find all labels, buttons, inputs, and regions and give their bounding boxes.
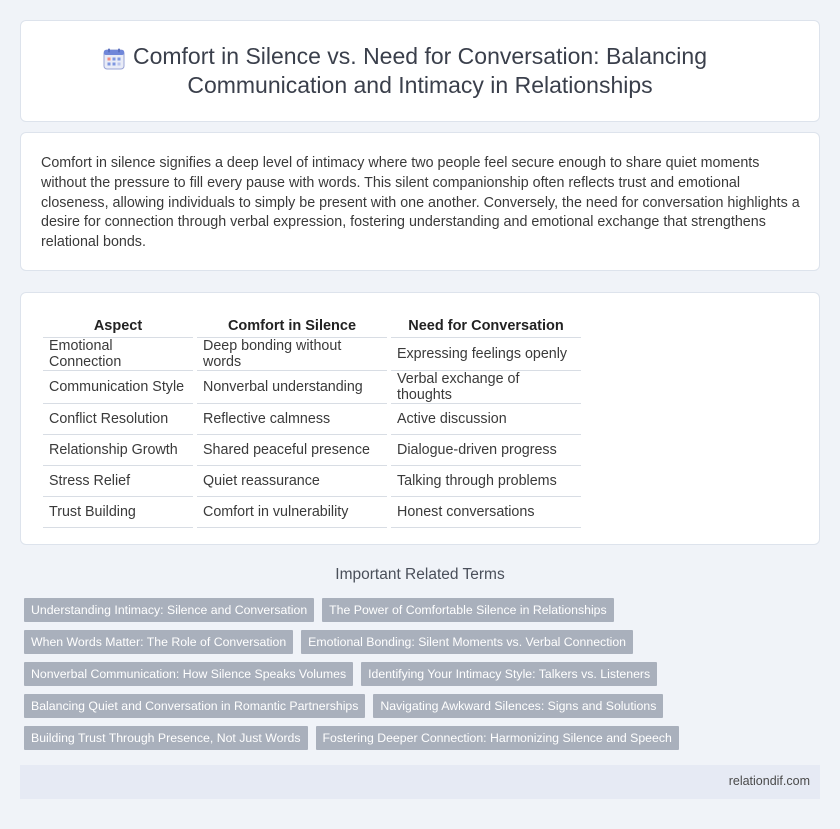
title-card	[20, 20, 820, 122]
related-terms-heading: Important Related Terms	[335, 566, 505, 583]
related-term-link[interactable]: Understanding Intimacy: Silence and Conversation	[24, 598, 314, 622]
cell-aspect: Communication Style	[43, 371, 193, 404]
calendar-icon	[103, 48, 125, 70]
header-need-for-conversation: Need for Conversation	[391, 313, 581, 338]
cell-aspect: Conflict Resolution	[43, 404, 193, 435]
table-header-row	[43, 313, 581, 338]
cell-conversation: Honest conversations	[391, 497, 581, 528]
related-term-link[interactable]: Identifying Your Intimacy Style: Talkers vs. Listeners	[361, 662, 657, 686]
title-wrap	[21, 21, 819, 121]
cell-silence: Reflective calmness	[197, 404, 387, 435]
tag-row	[24, 630, 824, 654]
intro-card	[20, 132, 820, 271]
tag-row	[24, 598, 824, 622]
footer-site-link[interactable]: relationdif.com	[728, 774, 810, 788]
page-title: Comfort in Silence vs. Need for Conversation: Balancing Communication and Intimacy in Relationships	[132, 43, 707, 98]
cell-silence: Deep bonding without words	[197, 338, 387, 371]
related-term-link[interactable]: Nonverbal Communication: How Silence Speaks Volumes	[24, 662, 353, 686]
related-term-link[interactable]: Building Trust Through Presence, Not Just Words	[24, 726, 308, 750]
header-aspect: Aspect	[43, 313, 193, 338]
cell-aspect: Emotional Connection	[43, 338, 193, 371]
related-term-link[interactable]: Balancing Quiet and Conversation in Romantic Partnerships	[24, 694, 365, 718]
related-term-link[interactable]: Navigating Awkward Silences: Signs and Solutions	[373, 694, 663, 718]
comparison-table	[43, 313, 581, 528]
cell-silence: Comfort in vulnerability	[197, 497, 387, 528]
title-inner	[100, 42, 740, 100]
tag-row	[24, 662, 824, 686]
cell-aspect: Trust Building	[43, 497, 193, 528]
cell-silence: Shared peaceful presence	[197, 435, 387, 466]
cell-silence: Nonverbal understanding	[197, 371, 387, 404]
tag-row	[24, 694, 824, 718]
related-term-link[interactable]: Fostering Deeper Connection: Harmonizing Silence and Speech	[316, 726, 679, 750]
table-card	[20, 292, 820, 545]
table-row	[43, 404, 581, 435]
cell-aspect: Relationship Growth	[43, 435, 193, 466]
tag-row	[24, 726, 824, 750]
related-terms-list	[24, 598, 824, 758]
cell-conversation: Active discussion	[391, 404, 581, 435]
table-row	[43, 435, 581, 466]
related-term-link[interactable]: The Power of Comfortable Silence in Relationships	[322, 598, 614, 622]
table-row	[43, 371, 581, 404]
header-comfort-in-silence: Comfort in Silence	[197, 313, 387, 338]
cell-conversation: Verbal exchange of thoughts	[391, 371, 581, 404]
cell-conversation: Dialogue-driven progress	[391, 435, 581, 466]
intro-paragraph: Comfort in silence signifies a deep level of intimacy where two people feel secure enough to share quiet moments without the pressure to fill every pause with words. This silent companionship often reflects trust and emotional closeness, allowing individuals to simply be present with one another. Conversely, the need for conversation highlights a desire for connection through verbal expression, fostering understanding and emotional exchange that strengthens relational bonds.	[41, 155, 800, 251]
table-row	[43, 497, 581, 528]
footer	[20, 765, 820, 799]
table-row	[43, 466, 581, 497]
cell-conversation: Talking through problems	[391, 466, 581, 497]
table-row	[43, 338, 581, 371]
related-term-link[interactable]: Emotional Bonding: Silent Moments vs. Verbal Connection	[301, 630, 633, 654]
cell-silence: Quiet reassurance	[197, 466, 387, 497]
cell-aspect: Stress Relief	[43, 466, 193, 497]
cell-conversation: Expressing feelings openly	[391, 338, 581, 371]
related-term-link[interactable]: When Words Matter: The Role of Conversation	[24, 630, 293, 654]
